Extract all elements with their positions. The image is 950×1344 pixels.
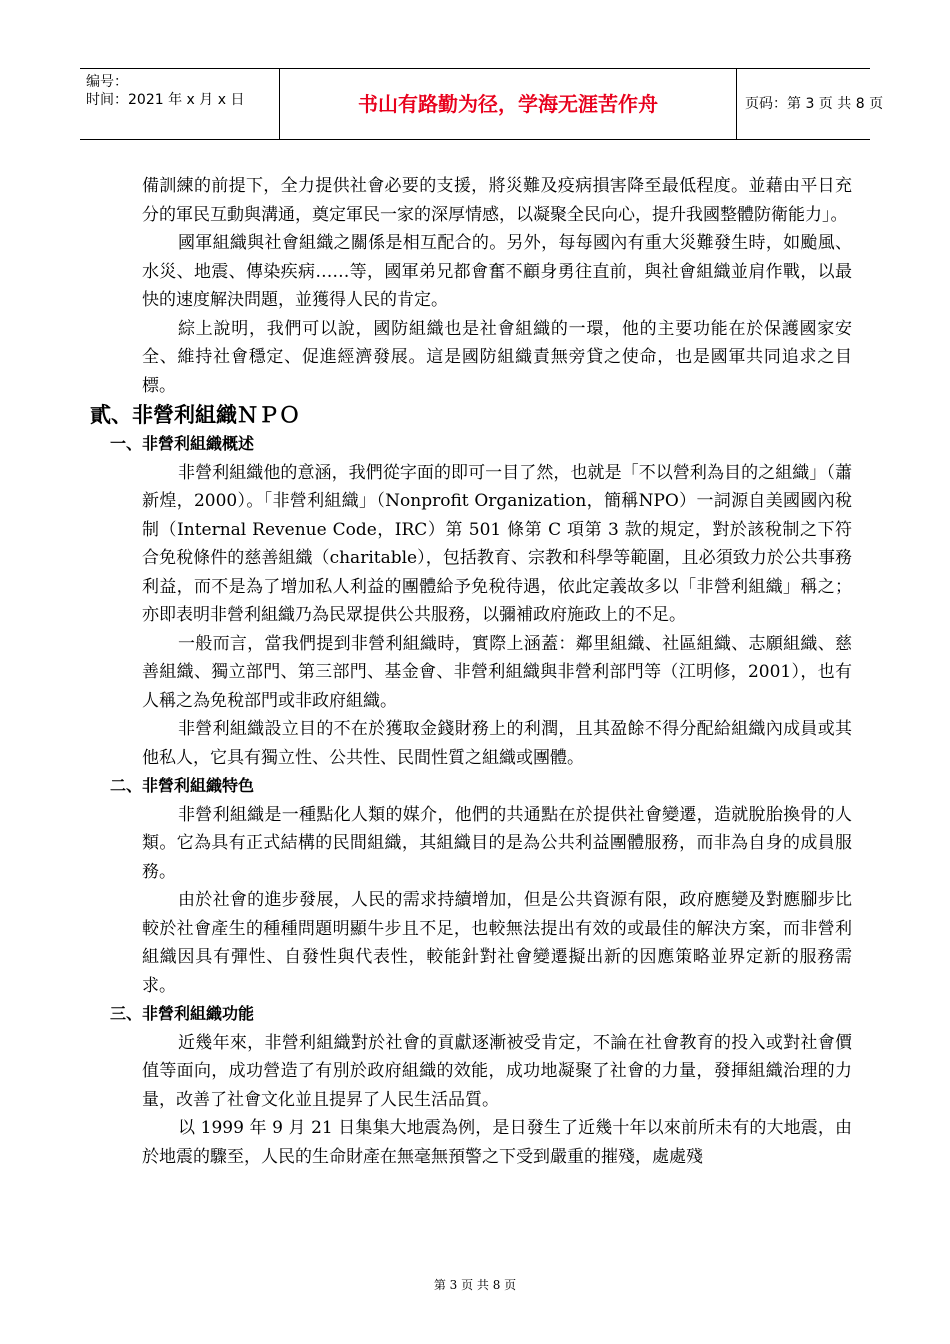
page-footer: 第 3 页 共 8 页 bbox=[433, 1278, 517, 1292]
document-body bbox=[90, 172, 852, 1171]
header-page-info: 页码：第 3 页 共 8 页 bbox=[745, 96, 884, 112]
page-header bbox=[80, 68, 884, 140]
header-meta-cell bbox=[80, 69, 280, 139]
paragraph: 近幾年來，非營利組織對於社會的貢獻逐漸被受肯定，不論在社會教育的投入或對社會價值等面向，成功營造了有別於政府組織的效能，成功地凝聚了社會的力量，發揮組織治理的力量，改善了社會文化並且提昇了人民生活品質。 bbox=[142, 1032, 852, 1110]
paragraph: 綜上說明，我們可以說，國防組織也是社會組織的一環，他的主要功能在於保護國家安全、維持社會穩定、促進經濟發展。這是國防組織責無旁貸之使命，也是國軍共同追求之目標。 bbox=[142, 318, 852, 396]
paragraph: 非營利組織設立目的不在於獲取金錢財務上的利潤，且其盈餘不得分配給組織內成員或其他私人，它具有獨立性、公共性、民間性質之組織或團體。 bbox=[142, 719, 852, 768]
subsection-heading: 三、非營利組織功能 bbox=[110, 1004, 255, 1023]
paragraph: 備訓練的前提下，全力提供社會必要的支援，將災難及疫病損害降至最低程度。並藉由平日充分的軍民互動與溝通，奠定軍民一家的深厚情感，以凝聚全民向心，提升我國整體防衛能力」。 bbox=[142, 176, 852, 225]
document-date: 时间：2021 年 x 月 x 日 bbox=[86, 92, 245, 108]
paragraph: 以 1999 年 9 月 21 日集集大地震為例，是日發生了近幾十年以來前所未有的大地震，由於地震的驟至，人民的生命財產在無毫無預警之下受到嚴重的摧殘，處處殘 bbox=[142, 1118, 852, 1167]
paragraph: 一般而言，當我們提到非營利組織時，實際上涵蓋：鄰里組織、社區組織、志願組織、慈善組織、獨立部門、第三部門、基金會、非營利組織與非營利部門等（江明修，2001），也有人稱之為免稅部門或非政府組織。 bbox=[142, 633, 852, 711]
header-motto-cell bbox=[280, 69, 737, 139]
document-number: 编号： bbox=[86, 74, 128, 90]
header-motto: 书山有路勤为径，学海无涯苦作舟 bbox=[358, 92, 658, 116]
paragraph: 由於社會的進步發展，人民的需求持續增加，但是公共資源有限，政府應變及對應腳步比較於社會產生的種種問題明顯牛步且不足，也較無法提出有效的或最佳的解決方案，而非營利組織因具有彈性、自發性與代表性，較能針對社會變遷擬出新的因應策略並界定新的服務需求。 bbox=[142, 890, 852, 996]
paragraph: 國軍組織與社會組織之關係是相互配合的。另外，每每國內有重大災難發生時，如颱風、水災、地震、傳染疾病……等，國軍弟兄都會奮不顧身勇往直前，與社會組織並肩作戰，以最快的速度解決問題，並獲得人民的肯定。 bbox=[142, 233, 852, 310]
section-heading: 貳、非營利組織ＮＰＯ bbox=[90, 402, 300, 427]
paragraph: 非營利組織是一種點化人類的媒介，他們的共通點在於提供社會變遷，造就脫胎換骨的人類。它為具有正式結構的民間組織，其組織目的是為公共利益團體服務，而非為自身的成員服務。 bbox=[142, 804, 852, 882]
subsection-heading: 二、非營利組織特色 bbox=[110, 776, 255, 795]
subsection-heading: 一、非營利組織概述 bbox=[110, 434, 255, 453]
paragraph: 非營利組織他的意涵，我們從字面的即可一目了然，也就是「不以營利為目的之組織」（蕭新煌，2000）。「非營利組織」（Nonprofit Organization，簡稱NPO）一詞源自美國國內稅制（Internal Revenue Code，IRC）第 501 條第 C 項第 3 款的規定，對於該稅制之下符合免稅條件的慈善組織（charitable），包括教育、宗教和科學等範圍，且必須致力於公共事務利益，而不是為了增加私人利益的團體給予免稅待遇，依此定義故多以「非營利組織」稱之；亦即表明非營利組織乃為民眾提供公共服務，以彌補政府施政上的不足。 bbox=[142, 462, 852, 625]
